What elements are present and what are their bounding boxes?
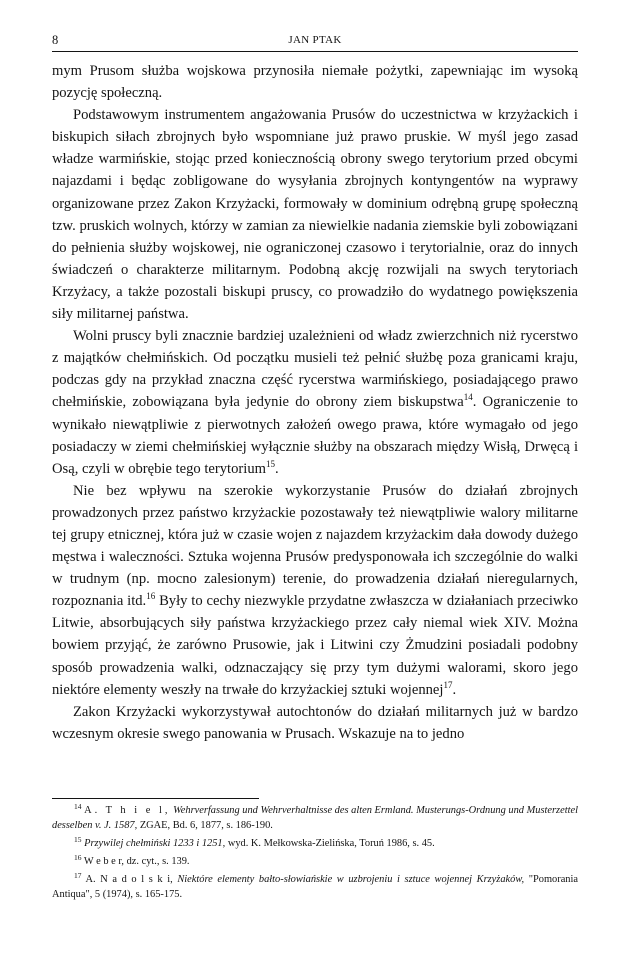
paragraph-4-part-1: Nie bez wpływu na szerokie wykorzystanie Prusów do działań zbrojnych prowadzonych przez państwo krzyżackie pozostawały też niewątpliwie walory militarne tej grupy etnicznej, która już w czasie wojen z najazdem krzyżackim dała dowody dużego męstwa i waleczności. Sztuka wojenna Prusów predysponowała ich szczególnie do walki w trudnym (np. mocno zalesionym) terenie, do prowadzenia działań nieregularnych, rozpoznania itd. <box>52 482 578 610</box>
footnote-number: 15 <box>74 835 82 844</box>
footnote-number: 17 <box>74 871 82 880</box>
footnote-15 <box>52 836 578 851</box>
paragraph-1: mym Prusom służba wojskowa przynosiła niemałe pożytki, zapewniając im wysoką pozycję społeczną. <box>52 63 578 102</box>
paragraph-5: Zakon Krzyżacki wykorzystywał autochtonów do działań militarnych już w bardzo wczesnym okresie swego panowania w Prusach. Wskazuje na to jedno <box>52 703 578 742</box>
footnote-number: 16 <box>74 853 82 862</box>
footnote-details: ZGAE, Bd. 6, 1877, s. 186-190. <box>139 820 273 831</box>
footnote-details: "Pomorania Antiqua", 5 (1974), s. 165-175. <box>52 874 578 900</box>
page-header <box>52 33 578 51</box>
footnote-17 <box>52 872 578 902</box>
paragraph-3-part-3: . <box>274 460 279 477</box>
footnote-author: A. T h i e l, <box>84 805 171 816</box>
paragraph-4-part-3: . <box>452 681 457 698</box>
header-rule <box>52 51 578 52</box>
footnote-ref-14: 14 <box>463 392 473 403</box>
main-text <box>52 60 578 745</box>
paragraph-4 <box>52 480 578 701</box>
footnote-details: dz. cyt., s. 139. <box>126 856 190 867</box>
paragraph-3-part-1: Wolni pruscy byli znacznie bardziej uzależnieni od władz zwierzchnich niż rycerstwo z majątków chełmińskich. Od początku musieli też pełnić służbę poza granicami kraju, podczas gdy na przykład znaczna część rycerstwa warmińskiego, posiadającego prawo chełmińskie, zobowiązana była jedynie do obrony ziem biskupstwa <box>52 328 578 411</box>
footnote-title: Przywilej chełmiński 1233 i 1251, <box>84 838 226 849</box>
footnote-separator <box>52 798 259 799</box>
footnote-16 <box>52 854 578 869</box>
paragraph-4-part-2: Były to cechy niezwykle przydatne zwłaszcza w działaniach przeciwko Litwie, absorbujących siły państwa krzyżackiego przez cały niemal wiek XIV. Można bowiem przyjąć, że zarówno Prusowie, jak i Litwini czy Żmudzini posiadali podobny sposób prowadzenia walki, odznaczający się przy tym dużymi walorami, skoro jego niektóre elementy weszły na trwałe do krzyżackiej sztuki wojennej <box>52 593 579 698</box>
paragraph-3 <box>52 325 578 480</box>
footnote-details: wyd. K. Mełkowska-Zielińska, Toruń 1986, s. 45. <box>227 838 435 849</box>
paragraph-3-part-2: . Ograniczenie to wynikało niewątpliwie z pierwotnych założeń owego prawa, które wymagało od jego posiadaczy w ziemi chełmińskiej wyłącznie służby na obszarach między Wisłą, Drwęcą i Osą, czyli w obrębie tego terytorium <box>52 394 578 477</box>
footnote-number: 14 <box>74 802 82 811</box>
footnote-title: Wehrverfassung und Wehrverhaltnisse des alten Ermland. Musterungs-Ordnung und Musterzettel desselben v. J. 1587, <box>52 805 578 831</box>
paragraph-2: Podstawowym instrumentem angażowania Prusów do uczestnictwa w krzyżackich i biskupich siłach zbrojnych było wspomniane już prawo pruskie. W myśl jego zasad władze warmińskie, stojąc przed koniecznością obrony swego terytorium przed obcymi najazdami i będąc zobligowane do wysyłania zbrojnych kontyngentów na wyprawy organizowane przez Zakon Krzyżacki, formowały w dominium odrębną grupę społeczną tzw. pruskich wolnych, którzy w zamian za niewielkie nadania ziemskie byli zobowiązani do pełnienia służby wojskowej, nie ograniczonej czasowo i terytorialnie, oraz do innych świadczeń o charakterze militarnym. Podobną akcję rozwijali na swych terytoriach Krzyżacy, a także pozostali biskupi pruscy, co prowadziło do wydatnego powiększenia siły militarnej państwa. <box>52 107 578 323</box>
footnote-ref-16: 16 <box>146 591 156 602</box>
page-number: 8 <box>52 33 59 47</box>
footnote-14 <box>52 803 578 833</box>
footnote-author: A. N a d o l s k i, <box>85 874 173 885</box>
footnote-title: Niektóre elementy bałto-słowiańskie w uzbrojeniu i sztuce wojennej Krzyżaków, <box>177 874 525 885</box>
running-head: JAN PTAK <box>288 34 342 46</box>
footnote-ref-17: 17 <box>443 679 453 690</box>
footnote-author: W e b e r, <box>83 856 124 867</box>
footnotes <box>52 803 578 905</box>
footnote-ref-15: 15 <box>265 458 275 469</box>
